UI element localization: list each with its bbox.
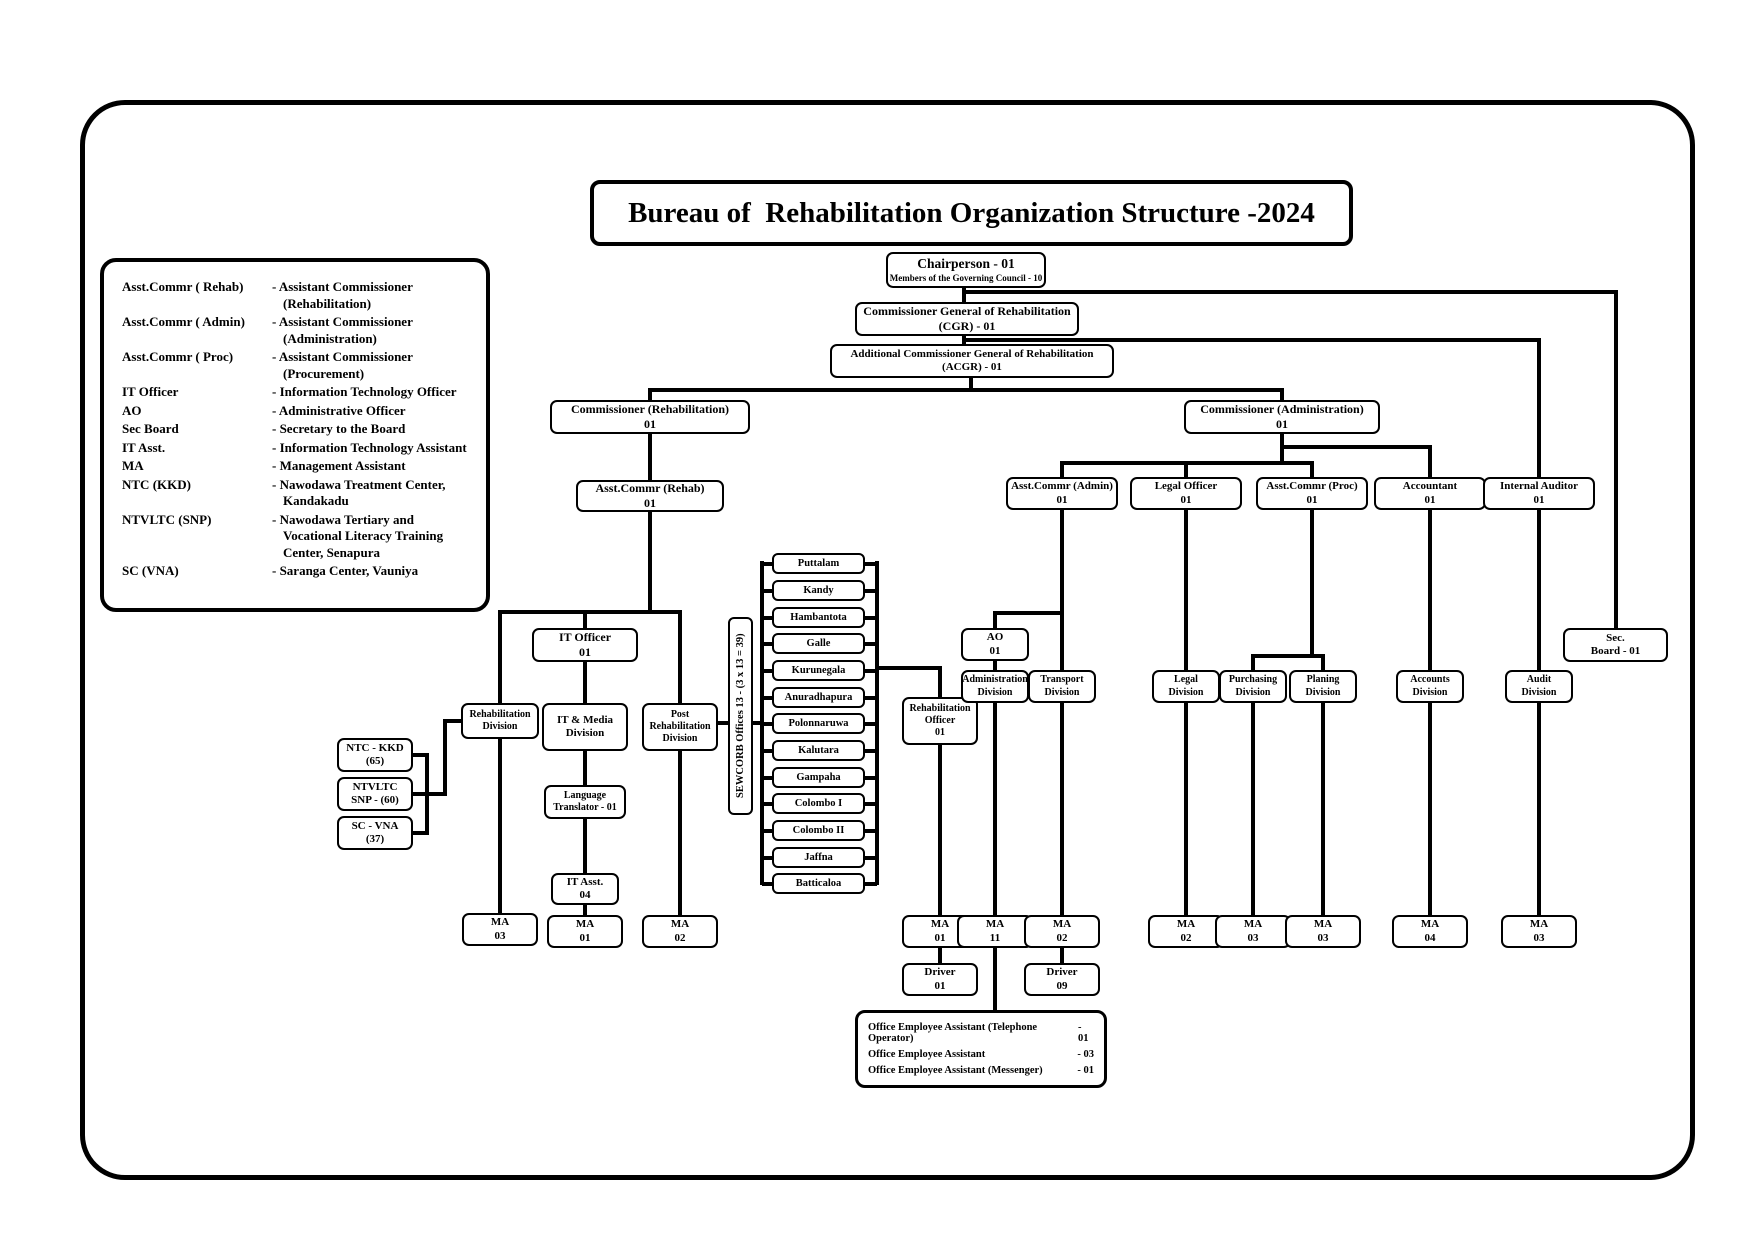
node-it-asst: IT Asst. 04	[551, 873, 619, 905]
node-ntvltc-snp: NTVLTC SNP - (60)	[337, 777, 413, 811]
connector	[1280, 388, 1284, 400]
staff-row	[868, 1049, 1094, 1060]
legend-row	[122, 458, 474, 475]
legend-term: Asst.Commr ( Rehab)	[122, 279, 244, 294]
office-kurunegala: Kurunegala	[772, 660, 865, 681]
node-planing-division: Planing Division	[1289, 670, 1357, 703]
connector	[718, 721, 728, 725]
office-anuradhapura: Anuradhapura	[772, 687, 865, 708]
connector	[938, 745, 942, 915]
node-rehabilitation-officer: Rehabilitation Officer 01	[902, 697, 978, 745]
legend-row	[122, 512, 474, 562]
legend-term: IT Officer	[122, 384, 179, 399]
connector	[648, 434, 652, 480]
legend-row	[122, 279, 474, 312]
legend-term: SC (VNA)	[122, 563, 179, 578]
legend-term: Sec Board	[122, 421, 179, 436]
staff-row	[868, 1022, 1094, 1044]
connector	[993, 611, 997, 628]
legend-definition: - Nawodawa Tertiary and Vocational Literacy Training Center, Senapura	[272, 511, 444, 560]
connector	[1321, 654, 1325, 670]
legend-definition: - Information Technology Assistant	[272, 439, 467, 455]
node-audit-division: Audit Division	[1505, 670, 1573, 703]
page-title: Bureau of Rehabilitation Organization Structure -2024	[590, 180, 1353, 246]
connector	[993, 611, 1062, 615]
node-legal-division: Legal Division	[1152, 670, 1220, 703]
connector	[993, 948, 997, 1010]
connector	[648, 512, 652, 614]
node-chairperson: Chairperson - 01 Members of the Governing Council - 10	[886, 252, 1046, 288]
connector	[425, 753, 429, 835]
legend-row	[122, 314, 474, 347]
connector	[966, 290, 1618, 294]
node-additional-commissioner-general: Additional Commissioner General of Rehabilitation (ACGR) - 01	[830, 344, 1114, 378]
node-administration-division: Administration Division	[961, 670, 1029, 703]
office-puttalam: Puttalam	[772, 553, 865, 574]
connector	[1184, 461, 1188, 477]
connector	[1428, 703, 1432, 915]
node-asst-commr-admin: Asst.Commr (Admin) 01	[1006, 477, 1118, 510]
connector	[443, 719, 447, 796]
legend-definition: - Administrative Officer	[272, 402, 406, 418]
connector	[877, 666, 942, 670]
node-ma-accounts: MA 04	[1392, 915, 1468, 948]
legend-term: Asst.Commr ( Admin)	[122, 314, 245, 329]
connector	[1251, 703, 1255, 915]
legend-definition: - Nawodawa Treatment Center, Kandakadu	[272, 476, 446, 508]
node-rehabilitation-division: Rehabilitation Division	[461, 703, 539, 739]
connector	[1537, 338, 1541, 477]
legend-definition: - Assistant Commissioner (Administration)	[272, 314, 413, 346]
office-kalutara: Kalutara	[772, 740, 865, 761]
connector	[938, 948, 942, 963]
node-ma-planing: MA 03	[1285, 915, 1361, 948]
node-internal-auditor: Internal Auditor 01	[1483, 477, 1595, 510]
connector	[966, 338, 1541, 342]
connector	[1060, 510, 1064, 670]
connector	[1251, 654, 1325, 658]
legend-term: NTC (KKD)	[122, 476, 191, 492]
legend-row	[122, 477, 474, 510]
connector	[1428, 510, 1432, 670]
node-transport-division: Transport Division	[1028, 670, 1096, 703]
connector	[498, 739, 502, 913]
node-ma-audit: MA 03	[1501, 915, 1577, 948]
connector	[583, 905, 587, 915]
node-ma-legal: MA 02	[1148, 915, 1224, 948]
connector	[1280, 445, 1432, 449]
node-purchasing-division: Purchasing Division	[1219, 670, 1287, 703]
node-accountant: Accountant 01	[1374, 477, 1486, 510]
staff-label: Office Employee Assistant (Telephone Operator)	[868, 1022, 1038, 1044]
connector	[648, 388, 1284, 392]
office-polonnaruwa: Polonnaruwa	[772, 713, 865, 734]
office-jaffna: Jaffna	[772, 847, 865, 868]
connector	[1537, 703, 1541, 915]
office-batticaloa: Batticaloa	[772, 873, 865, 894]
legend-row	[122, 349, 474, 382]
connector	[678, 610, 682, 703]
legend-row	[122, 384, 474, 401]
connector	[938, 666, 942, 697]
office-kandy: Kandy	[772, 580, 865, 601]
staff-label: Office Employee Assistant (Messenger)	[868, 1065, 1043, 1076]
legend-term: IT Asst.	[122, 439, 166, 455]
connector	[993, 661, 997, 670]
connector	[1060, 703, 1064, 915]
connector	[498, 610, 502, 703]
node-ma-rehabilitation-division: MA 03	[462, 913, 538, 946]
connector	[648, 388, 652, 400]
connector	[443, 719, 461, 723]
node-ma-administration: MA 11	[957, 915, 1033, 948]
staff-row	[868, 1065, 1094, 1076]
legend-term: AO	[122, 402, 142, 418]
connector	[1184, 510, 1188, 670]
sewcorb-offices-label: SEWCORB Offices 13 - (3 x 13 = 39)	[728, 617, 753, 815]
connector	[498, 610, 682, 614]
node-sc-vna: SC - VNA (37)	[337, 816, 413, 850]
node-ma-rehabilitation-officer: MA 01	[902, 915, 978, 948]
connector	[583, 751, 587, 785]
legend-definition: - Saranga Center, Vauniya	[272, 563, 419, 578]
connector	[1310, 510, 1314, 658]
connector	[1310, 461, 1314, 477]
abbreviation-legend	[100, 258, 490, 612]
node-ma-purchasing: MA 03	[1215, 915, 1291, 948]
node-accounts-division: Accounts Division	[1396, 670, 1464, 703]
connector	[413, 792, 447, 796]
node-ao: AO 01	[961, 628, 1029, 661]
legend-definition: - Management Assistant	[272, 458, 406, 473]
legend-term: MA	[122, 458, 144, 473]
office-colombo-2: Colombo II	[772, 820, 865, 841]
node-sec-board: Sec. Board - 01	[1563, 628, 1668, 662]
connector	[1060, 948, 1064, 963]
staff-count: - 03	[1077, 1049, 1094, 1060]
legend-row	[122, 563, 474, 580]
legend-row	[122, 403, 474, 420]
node-ma-post-rehabilitation: MA 02	[642, 915, 718, 948]
node-legal-officer: Legal Officer 01	[1130, 477, 1242, 510]
connector	[1428, 445, 1432, 477]
legend-row	[122, 421, 474, 438]
node-commissioner-rehabilitation: Commissioner (Rehabilitation) 01	[550, 400, 750, 434]
office-galle: Galle	[772, 633, 865, 654]
office-gampaha: Gampaha	[772, 767, 865, 788]
connector	[1184, 703, 1188, 915]
node-ma-it: MA 01	[547, 915, 623, 948]
connector	[583, 662, 587, 703]
office-colombo-1: Colombo I	[772, 793, 865, 814]
legend-definition: - Secretary to the Board	[272, 421, 406, 436]
node-ma-transport: MA 02	[1024, 915, 1100, 948]
node-asst-commr-proc: Asst.Commr (Proc) 01	[1256, 477, 1368, 510]
legend-definition: - Assistant Commissioner (Rehabilitation)	[272, 279, 413, 311]
connector	[1537, 510, 1541, 670]
node-it-media-division: IT & Media Division	[542, 703, 628, 751]
legend-definition: - Assistant Commissioner (Procurement)	[272, 349, 413, 381]
node-commissioner-administration: Commissioner (Administration) 01	[1184, 400, 1380, 434]
node-ntc-kkd: NTC - KKD (65)	[337, 738, 413, 772]
connector	[678, 751, 682, 915]
node-it-officer: IT Officer 01	[532, 628, 638, 662]
office-employee-assistants-box	[855, 1010, 1107, 1088]
connector	[583, 610, 587, 628]
connector	[1251, 654, 1255, 670]
connector	[1060, 461, 1064, 477]
node-driver-rehabilitation: Driver 01	[902, 963, 978, 996]
node-driver-transport: Driver 09	[1024, 963, 1100, 996]
staff-count: - 01	[1077, 1022, 1089, 1044]
node-post-rehabilitation-division: Post Rehabilitation Division	[642, 703, 718, 751]
legend-definition: - Information Technology Officer	[272, 384, 457, 399]
connector	[1321, 703, 1325, 915]
connector	[993, 703, 997, 915]
node-language-translator: Language Translator - 01	[544, 785, 626, 819]
legend-term: NTVLTC (SNP)	[122, 511, 212, 527]
staff-count: - 01	[1077, 1065, 1094, 1076]
legend-term: Asst.Commr ( Proc)	[122, 349, 234, 364]
office-hambantota: Hambantota	[772, 607, 865, 628]
legend-row	[122, 440, 474, 457]
node-commissioner-general: Commissioner General of Rehabilitation (CGR) - 01	[855, 302, 1079, 336]
connector	[583, 819, 587, 873]
connector	[1614, 290, 1618, 628]
staff-label: Office Employee Assistant	[868, 1049, 986, 1060]
node-asst-commr-rehab: Asst.Commr (Rehab) 01	[576, 480, 724, 512]
